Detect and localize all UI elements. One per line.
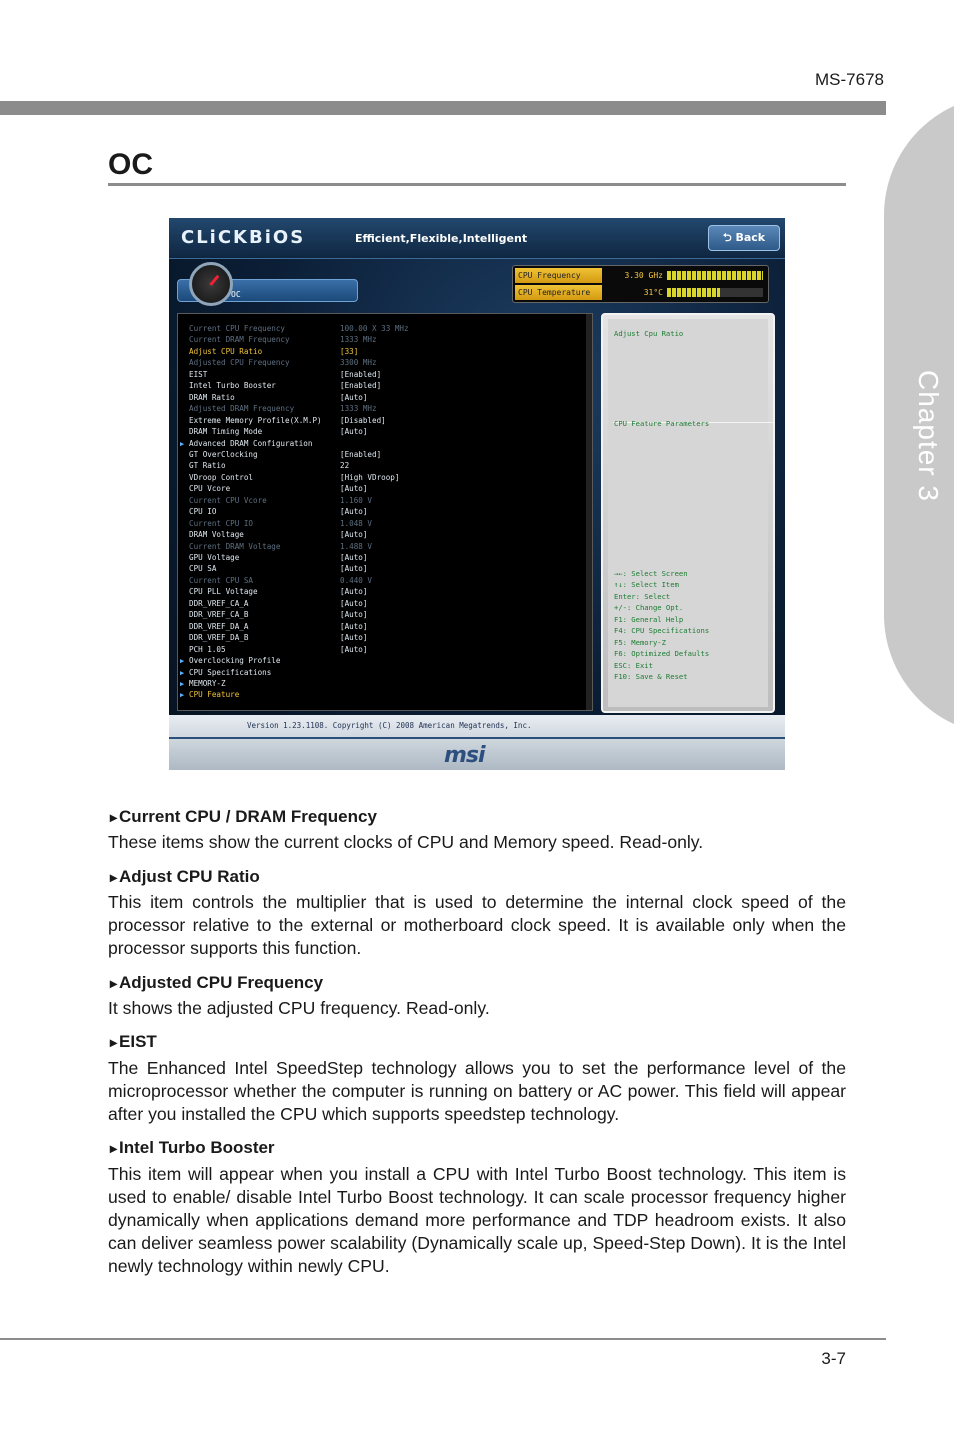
setting-value: 1333 MHz [340, 335, 377, 345]
setting-value: [Auto] [340, 564, 368, 574]
bios-setting-row[interactable] [189, 358, 377, 368]
setting-label: CPU Vcore [189, 484, 231, 494]
scrollbar[interactable] [586, 314, 592, 710]
setting-label: PCH 1.05 [189, 644, 226, 654]
bios-setting-row[interactable] [189, 507, 368, 517]
setting-value: [Auto] [340, 553, 368, 562]
bios-setting-row[interactable] [189, 553, 368, 563]
bios-setting-row[interactable] [189, 587, 368, 597]
help-title: Adjust Cpu Ratio [614, 329, 684, 338]
setting-label: Current CPU SA [189, 575, 254, 585]
setting-label: EIST [189, 369, 208, 379]
setting-label: DDR_VREF_DA_B [189, 633, 249, 643]
setting-label: Overclocking Profile [189, 656, 281, 666]
bios-setting-row[interactable] [189, 610, 368, 620]
bios-setting-row[interactable] [189, 564, 368, 574]
bios-setting-row[interactable] [189, 530, 368, 540]
cpu-temperature-status [515, 285, 766, 300]
bios-setting-row[interactable] [189, 427, 368, 437]
help-key-line: F6: Optimized Defaults [614, 649, 710, 659]
setting-value: [Auto] [340, 587, 368, 597]
help-key-line: F10: Save & Reset [614, 672, 688, 682]
bios-setting-row[interactable] [189, 381, 382, 391]
heading-adjust-cpu-ratio: ▸ Adjust CPU Ratio [110, 867, 260, 887]
setting-value: [Auto] [340, 392, 368, 402]
bios-screenshot [169, 218, 785, 770]
bios-setting-row[interactable] [189, 633, 368, 643]
bios-setting-row[interactable] [189, 415, 386, 426]
setting-label: DDR_VREF_CA_B [189, 610, 249, 620]
status-box [512, 265, 769, 303]
setting-label: Current CPU Frequency [189, 324, 286, 333]
bios-setting-row[interactable] [189, 404, 377, 414]
setting-value: [Auto] [340, 610, 368, 620]
status-meter [667, 288, 720, 297]
chapter-label: Chapter 3 [913, 370, 944, 502]
status-meter [667, 271, 763, 280]
setting-value: 0.440 V [340, 575, 373, 585]
bios-setting-row[interactable] [189, 335, 377, 345]
setting-label: Advanced DRAM Configuration [189, 438, 313, 448]
bios-setting-row[interactable] [189, 656, 280, 666]
bios-setting-row[interactable] [189, 472, 400, 483]
bios-setting-row[interactable] [189, 518, 373, 529]
heading-current-frequency: ▸ Current CPU / DRAM Frequency [110, 807, 377, 827]
cpu-frequency-status [515, 268, 766, 283]
setting-label: Adjusted CPU Frequency [189, 358, 290, 368]
setting-value: 1333 MHz [340, 404, 377, 414]
setting-label: Current CPU Vcore [189, 495, 267, 505]
bios-setting-row[interactable] [189, 461, 350, 471]
setting-label: DRAM Voltage [189, 530, 244, 540]
setting-value: 22 [340, 461, 350, 471]
bios-setting-row[interactable] [189, 369, 382, 380]
setting-label: Current DRAM Voltage [189, 541, 281, 551]
version-text: Version 1.23.1108. Copyright (C) 2008 American Megatrends, Inc. [247, 721, 532, 730]
help-key-line: ESC: Exit [614, 660, 653, 670]
setting-label: Current CPU IO [189, 518, 254, 528]
bios-footer [169, 715, 785, 770]
setting-value: [33] [340, 346, 359, 356]
setting-label: Adjust CPU Ratio [189, 346, 263, 356]
status-label: CPU Frequency [515, 268, 602, 283]
setting-label: GT OverClocking [189, 449, 258, 459]
bios-setting-row[interactable] [189, 346, 359, 357]
setting-value: [Auto] [340, 621, 368, 631]
setting-value: [Enabled] [340, 449, 382, 459]
help-feature: CPU Feature Parameters [614, 419, 710, 428]
setting-label: VDroop Control [189, 472, 254, 482]
msi-logo: msi [444, 743, 485, 768]
heading-eist: ▸ EIST [110, 1032, 157, 1052]
help-key-line: +/-: Change Opt. [614, 603, 684, 613]
setting-label: MEMORY-Z [189, 678, 226, 688]
bios-setting-row[interactable] [189, 484, 368, 494]
page-number: 3-7 [821, 1349, 846, 1368]
setting-label: Extreme Memory Profile(X.M.P) [189, 415, 322, 425]
setting-value: [Enabled] [340, 381, 382, 391]
paragraph-turbo-booster: This item will appear when you install a CPU with Intel Turbo Boost technology. This item is used to enable/ disable Intel Turbo Boost technology. It can scale processor frequency higher dynamically when applications demand more performance and TDP headroom exists. It also can deliver seamless power scalability (Dynamically scale up, Speed-Step Down). It is the Intel newly technology within newly CPU. [108, 1164, 846, 1276]
back-label: Back [735, 231, 766, 244]
setting-value: [Auto] [340, 507, 368, 517]
bios-header [169, 218, 785, 259]
bios-setting-row[interactable] [189, 575, 373, 586]
setting-value: [Auto] [340, 598, 368, 608]
model-number: MS-7678 [815, 70, 884, 89]
setting-value: [Auto] [340, 427, 368, 437]
setting-value: [Auto] [340, 530, 368, 540]
setting-value: [Enabled] [340, 369, 382, 379]
setting-label: Current DRAM Frequency [189, 335, 290, 345]
bios-setting-row[interactable] [189, 644, 368, 655]
section-title: OC [108, 148, 153, 181]
header-rule [0, 101, 886, 115]
paragraph-adjust-cpu-ratio: This item controls the multiplier that is used to determine the internal clock speed of the processor relative to the external or motherboard clock speed. It is available only when the processor supports this function. [108, 892, 846, 958]
help-key-line: F4: CPU Specifications [614, 626, 710, 636]
setting-value: 3300 MHz [340, 358, 377, 368]
bios-setting-row[interactable] [189, 690, 239, 700]
setting-label: CPU IO [189, 507, 217, 517]
help-panel [601, 313, 775, 713]
setting-label: DDR_VREF_CA_A [189, 598, 249, 608]
bios-setting-row[interactable] [189, 598, 368, 609]
status-value: 3.30 GHz [624, 271, 663, 280]
setting-value: 100.00 X 33 MHz [340, 324, 409, 333]
heading-turbo-booster: ▸ Intel Turbo Booster [110, 1138, 275, 1158]
bios-setting-row[interactable] [189, 679, 226, 689]
settings-list [177, 313, 593, 711]
bios-setting-row[interactable] [189, 541, 373, 552]
setting-value: 1.048 V [340, 518, 373, 528]
help-key-line: Enter: Select [614, 591, 671, 601]
help-key-line: F1: General Help [614, 614, 684, 624]
bios-setting-row[interactable] [189, 668, 271, 678]
setting-label: CPU Feature [189, 690, 240, 700]
bios-setting-row[interactable] [189, 621, 368, 632]
help-key-line: →←: Select Screen [614, 569, 688, 578]
setting-value: 1.488 V [340, 541, 373, 551]
help-inner [608, 319, 768, 707]
setting-value: [Auto] [340, 633, 368, 643]
bios-setting-row[interactable] [189, 439, 312, 449]
setting-value: [Disabled] [340, 415, 386, 425]
bios-tagline: Efficient,Flexible,Intelligent [355, 232, 528, 245]
back-button[interactable] [708, 225, 780, 251]
setting-value: [High VDroop] [340, 472, 400, 482]
setting-label: GT Ratio [189, 461, 226, 471]
bios-setting-row[interactable] [189, 449, 382, 460]
bios-setting-row[interactable] [189, 392, 368, 403]
speedometer-icon [189, 262, 233, 306]
help-key-line: F5: Memory-Z [614, 637, 666, 647]
setting-label: DDR_VREF_DA_A [189, 621, 249, 631]
title-rule [108, 183, 846, 186]
oc-tab-label: OC [231, 290, 241, 299]
bios-setting-row[interactable] [189, 495, 373, 506]
paragraph-adjusted-cpu-frequency: It shows the adjusted CPU frequency. Read-only. [108, 998, 490, 1018]
bios-setting-row[interactable] [189, 324, 409, 334]
setting-label: CPU PLL Voltage [189, 587, 258, 597]
footer-line [169, 737, 785, 739]
setting-label: DRAM Ratio [189, 392, 235, 402]
status-label: CPU Temperature [515, 285, 602, 300]
help-key-line: ↑↓: Select Item [614, 580, 679, 590]
setting-label: Intel Turbo Booster [189, 381, 276, 391]
back-arrow-icon: ⮌ [722, 231, 736, 244]
setting-label: CPU SA [189, 564, 217, 574]
status-value: 31°C [643, 288, 663, 297]
setting-value: [Auto] [340, 484, 368, 494]
setting-label: DRAM Timing Mode [189, 427, 263, 437]
setting-label: GPU Voltage [189, 553, 240, 562]
heading-adjusted-cpu-frequency: ▸ Adjusted CPU Frequency [110, 973, 323, 993]
paragraph-eist: The Enhanced Intel SpeedStep technology allows you to set the performance level of the microprocessor whether the computer is running on battery or AC power. This field will appear after you installed the CPU which supports speedstep technology. [108, 1058, 846, 1124]
footer-rule [0, 1338, 886, 1340]
paragraph-current-frequency: These items show the current clocks of CPU and Memory speed. Read-only. [108, 832, 704, 852]
setting-label: Adjusted DRAM Frequency [189, 404, 295, 414]
setting-label: CPU Specifications [189, 667, 272, 677]
setting-value: [Auto] [340, 644, 368, 654]
setting-value: 1.160 V [340, 495, 373, 505]
clickbios-logo: CLiCKBiOS [181, 227, 306, 248]
